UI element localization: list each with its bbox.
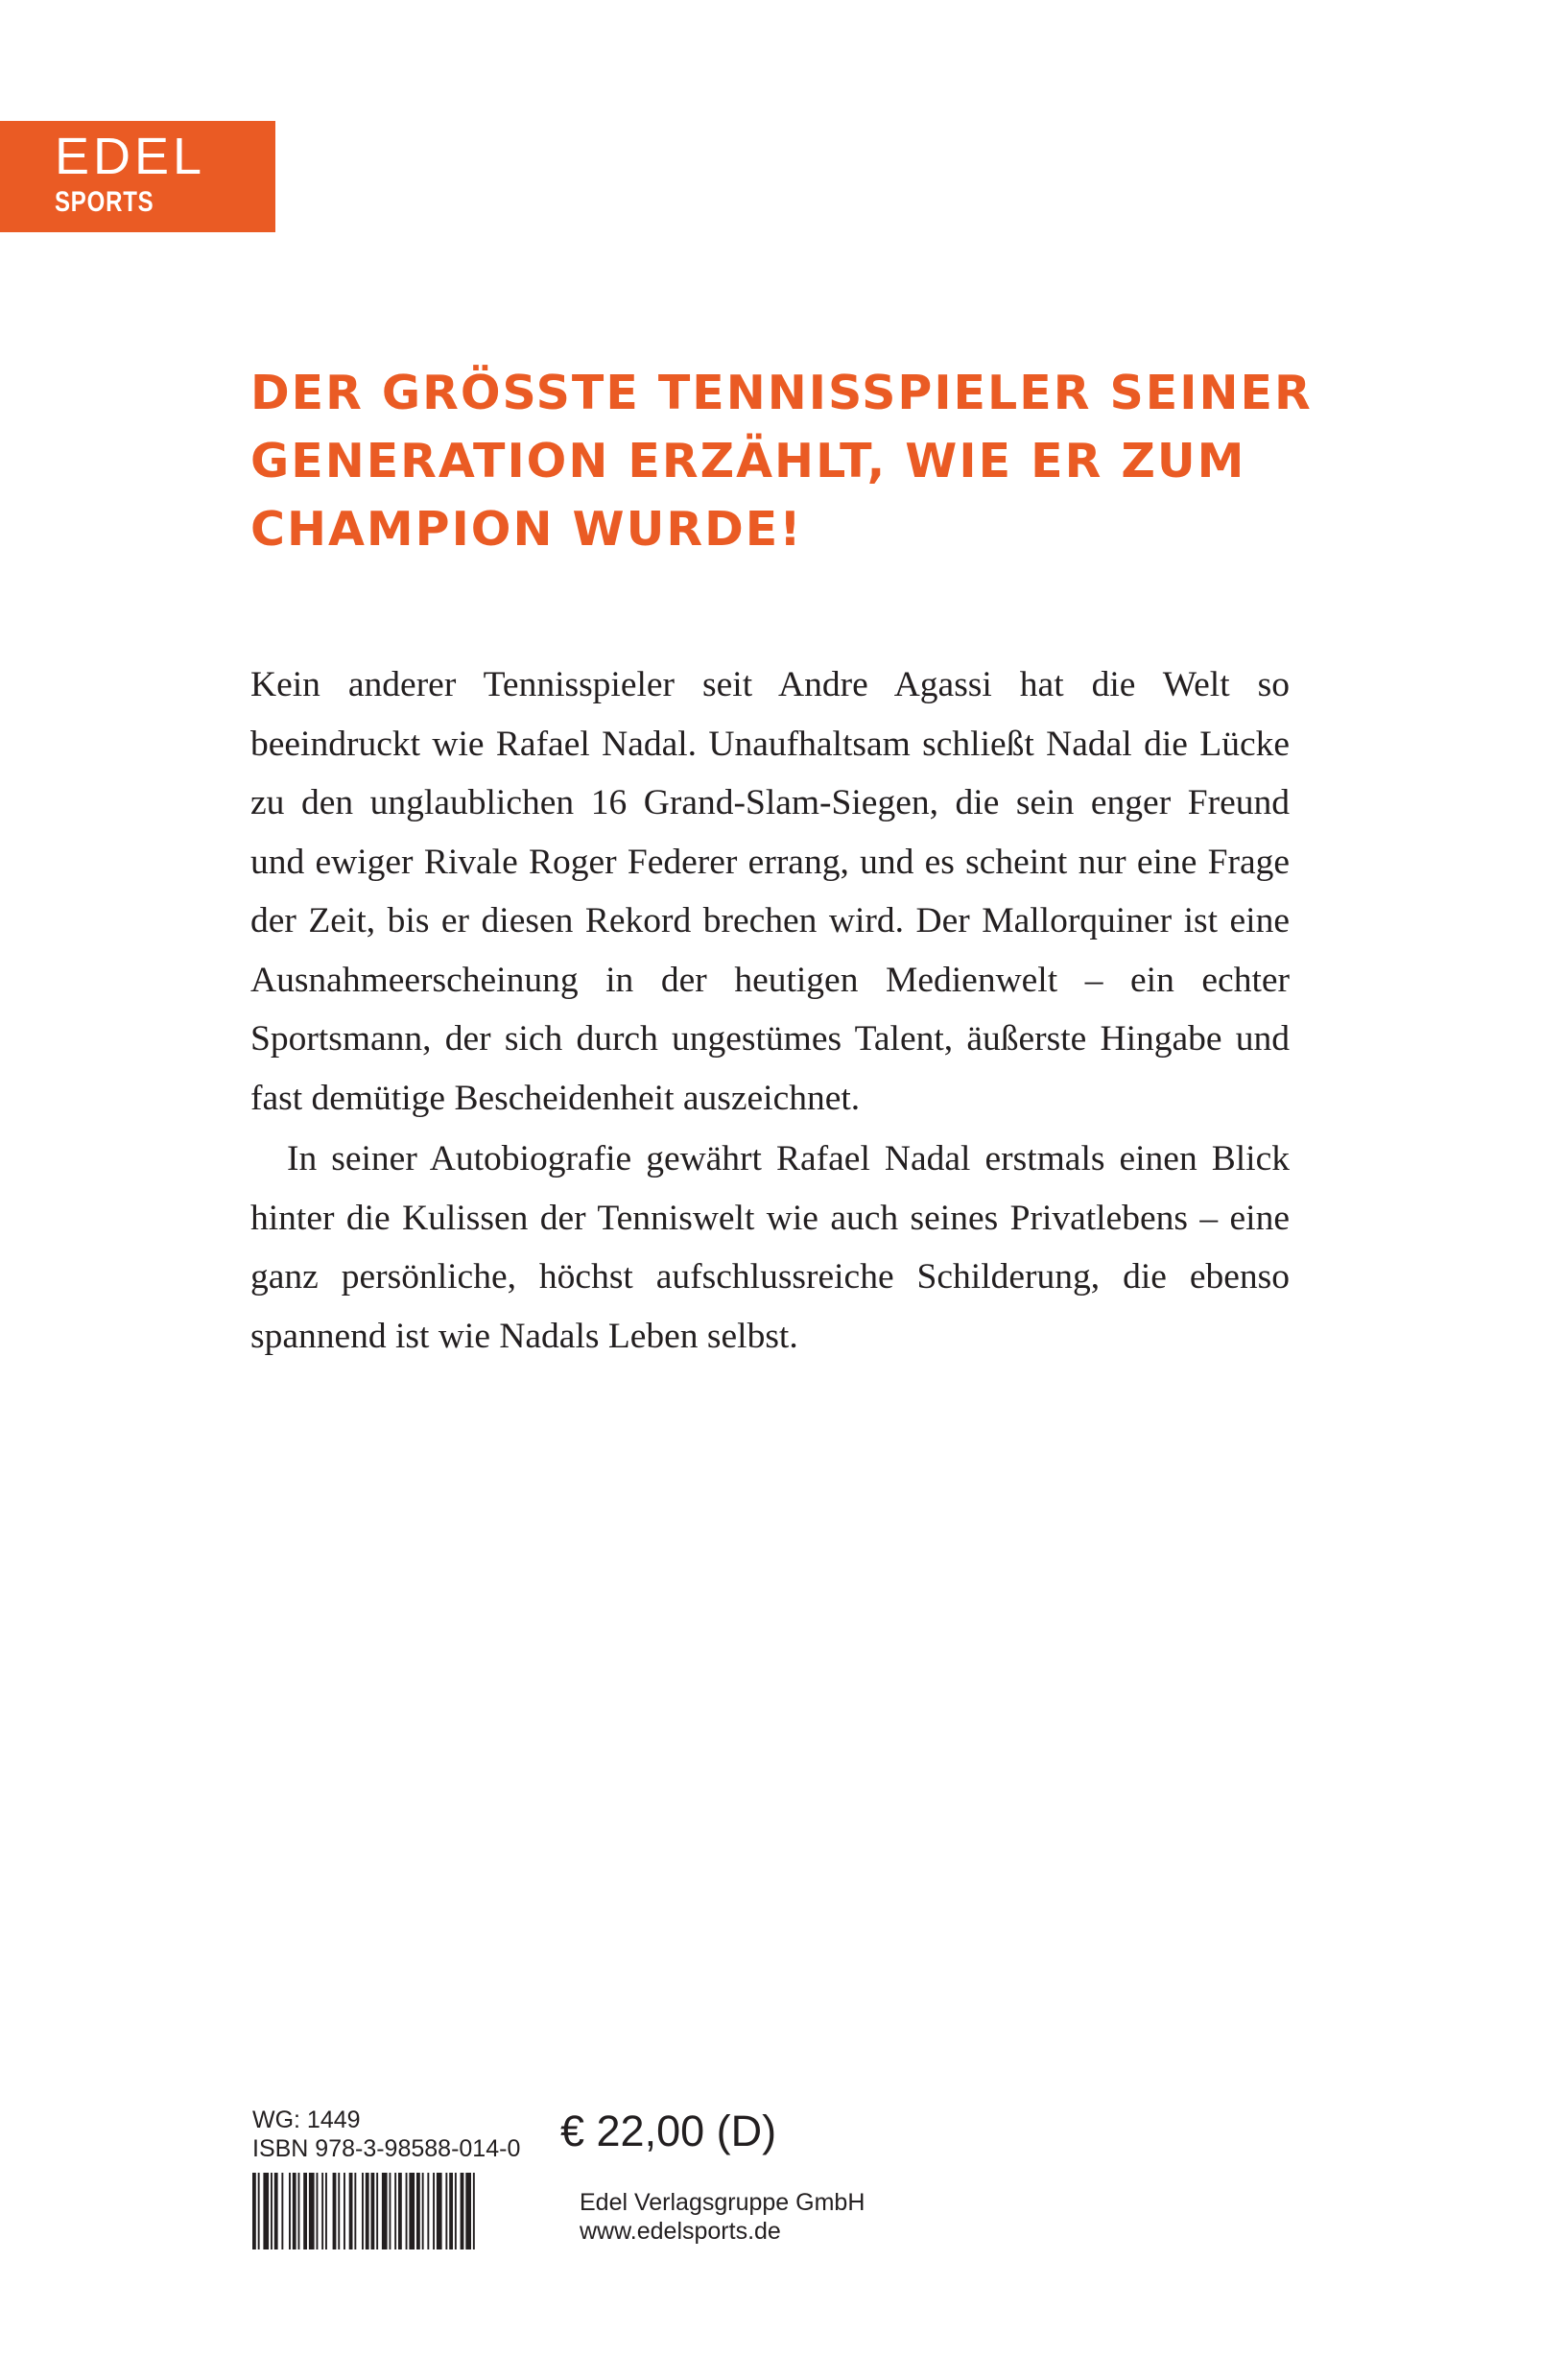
price: € 22,00 (D) <box>560 2106 777 2155</box>
headline-line-1: DER GRÖSSTE TENNISSPIELER SEINER <box>250 366 1313 420</box>
publisher-website: www.edelsports.de <box>580 2218 781 2245</box>
product-group-code: WG: 1449 <box>252 2106 361 2133</box>
logo-subline: SPORTS <box>55 186 154 218</box>
blurb <box>250 655 1290 1366</box>
blurb-paragraph-1: Kein anderer Tennisspieler seit Andre Agassi hat die Welt so beeindruckt wie Rafael Nadal. Unaufhaltsam schließt Nadal die Lücke zu den unglaublichen 16 Grand-Slam-Siegen, die sein enger Freund und ewiger Rivale Roger Federer errang, und es scheint nur eine Frage der Zeit, bis er diesen Rekord brechen wird. Der Mallorquiner ist eine Ausnahmeerscheinung in der heutigen Medienwelt – ein echter Sportsmann, der sich durch ungestümes Talent, äußerste Hingabe und fast demütige Bescheidenheit auszeichnet. <box>250 665 1290 1118</box>
headline-line-3: CHAMPION WURDE! <box>250 502 803 557</box>
publisher-logo <box>0 121 275 232</box>
publisher-name: Edel Verlagsgruppe GmbH <box>580 2189 865 2216</box>
isbn: ISBN 978-3-98588-014-0 <box>252 2135 521 2162</box>
logo-wordmark: EDEL <box>55 128 206 185</box>
blurb-paragraph-2: In seiner Autobiografie gewährt Rafael Nadal erstmals einen Blick hinter die Kulissen der Tenniswelt wie auch seines Privatlebens – eine ganz persönliche, höchst aufschlussreiche Schilderung, die ebenso spannend ist wie Nadals Leben selbst. <box>250 1139 1290 1356</box>
barcode <box>252 2173 545 2249</box>
headline-line-2: GENERATION ERZÄHLT, WIE ER ZUM <box>250 434 1246 488</box>
headline <box>250 359 1363 563</box>
